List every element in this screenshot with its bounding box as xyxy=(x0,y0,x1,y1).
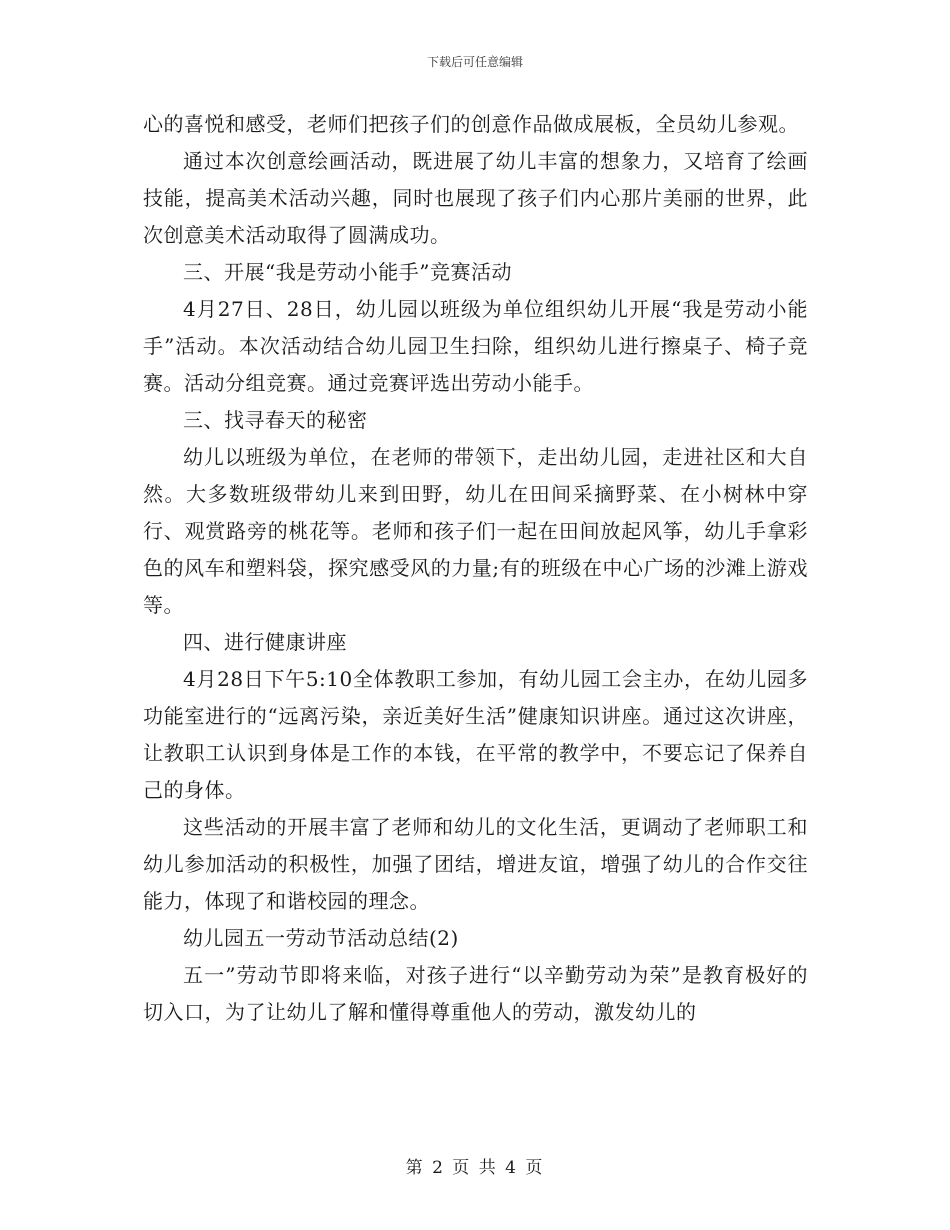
paragraph-4: 幼儿以班级为单位，在老师的带领下，走出幼儿园，走进社区和大自然。大多数班级带幼儿来到田野，幼儿在田间采摘野菜、在小树林中穿行、观赏路旁的桃花等。老师和孩子们一起在田间放起风筝，幼儿手拿彩色的风车和塑料袋，探究感受风的力量;有的班级在中心广场的沙滩上游戏等。 xyxy=(143,445,808,617)
header-note: 下载后可任意编辑 xyxy=(426,55,523,69)
section-heading-labor-contest: 三、开展“我是劳动小能手”竞赛活动 xyxy=(183,260,512,284)
section-heading-spring-secret: 三、找寻春天的秘密 xyxy=(183,408,368,432)
paragraph-3: 4月27日、28日，幼儿园以班级为单位组织幼儿开展“我是劳动小能手”活动。本次活动结合幼儿园卫生扫除，组织幼儿进行擦桌子、椅子竞赛。活动分组竞赛。通过竞赛评选出劳动小能手。 xyxy=(143,297,808,395)
section-heading-summary-2: 幼儿园五一劳动节活动总结(2) xyxy=(183,926,459,950)
paragraph-1: 心的喜悦和感受，老师们把孩子们的创意作品做成展板，全员幼儿参观。 xyxy=(143,112,799,136)
paragraph-2: 通过本次创意绘画活动，既进展了幼儿丰富的想象力，又培育了绘画技能，提高美术活动兴趣，同时也展现了孩子们内心那片美丽的世界，此次创意美术活动取得了圆满成功。 xyxy=(143,149,808,247)
paragraph-6: 这些活动的开展丰富了老师和幼儿的文化生活，更调动了老师职工和幼儿参加活动的积极性，加强了团结，增进友谊，增强了幼儿的合作交往能力，体现了和谐校园的理念。 xyxy=(143,815,808,913)
paragraph-5: 4月28日下午5:10全体教职工参加，有幼儿园工会主办，在幼儿园多功能室进行的“远离污染，亲近美好生活”健康知识讲座。通过这次讲座，让教职工认识到身体是工作的本钱，在平常的教学中，不要忘记了保养自己的身体。 xyxy=(143,667,808,802)
section-heading-health-lecture: 四、进行健康讲座 xyxy=(183,630,347,654)
paragraph-7: 五一”劳动节即将来临，对孩子进行“以辛勤劳动为荣”是教育极好的切入口，为了让幼儿了解和懂得尊重他人的劳动，激发幼儿的 xyxy=(143,963,808,1024)
page-number-footer: 第 2 页 共 4 页 xyxy=(405,1158,545,1178)
document-body xyxy=(143,106,808,1031)
